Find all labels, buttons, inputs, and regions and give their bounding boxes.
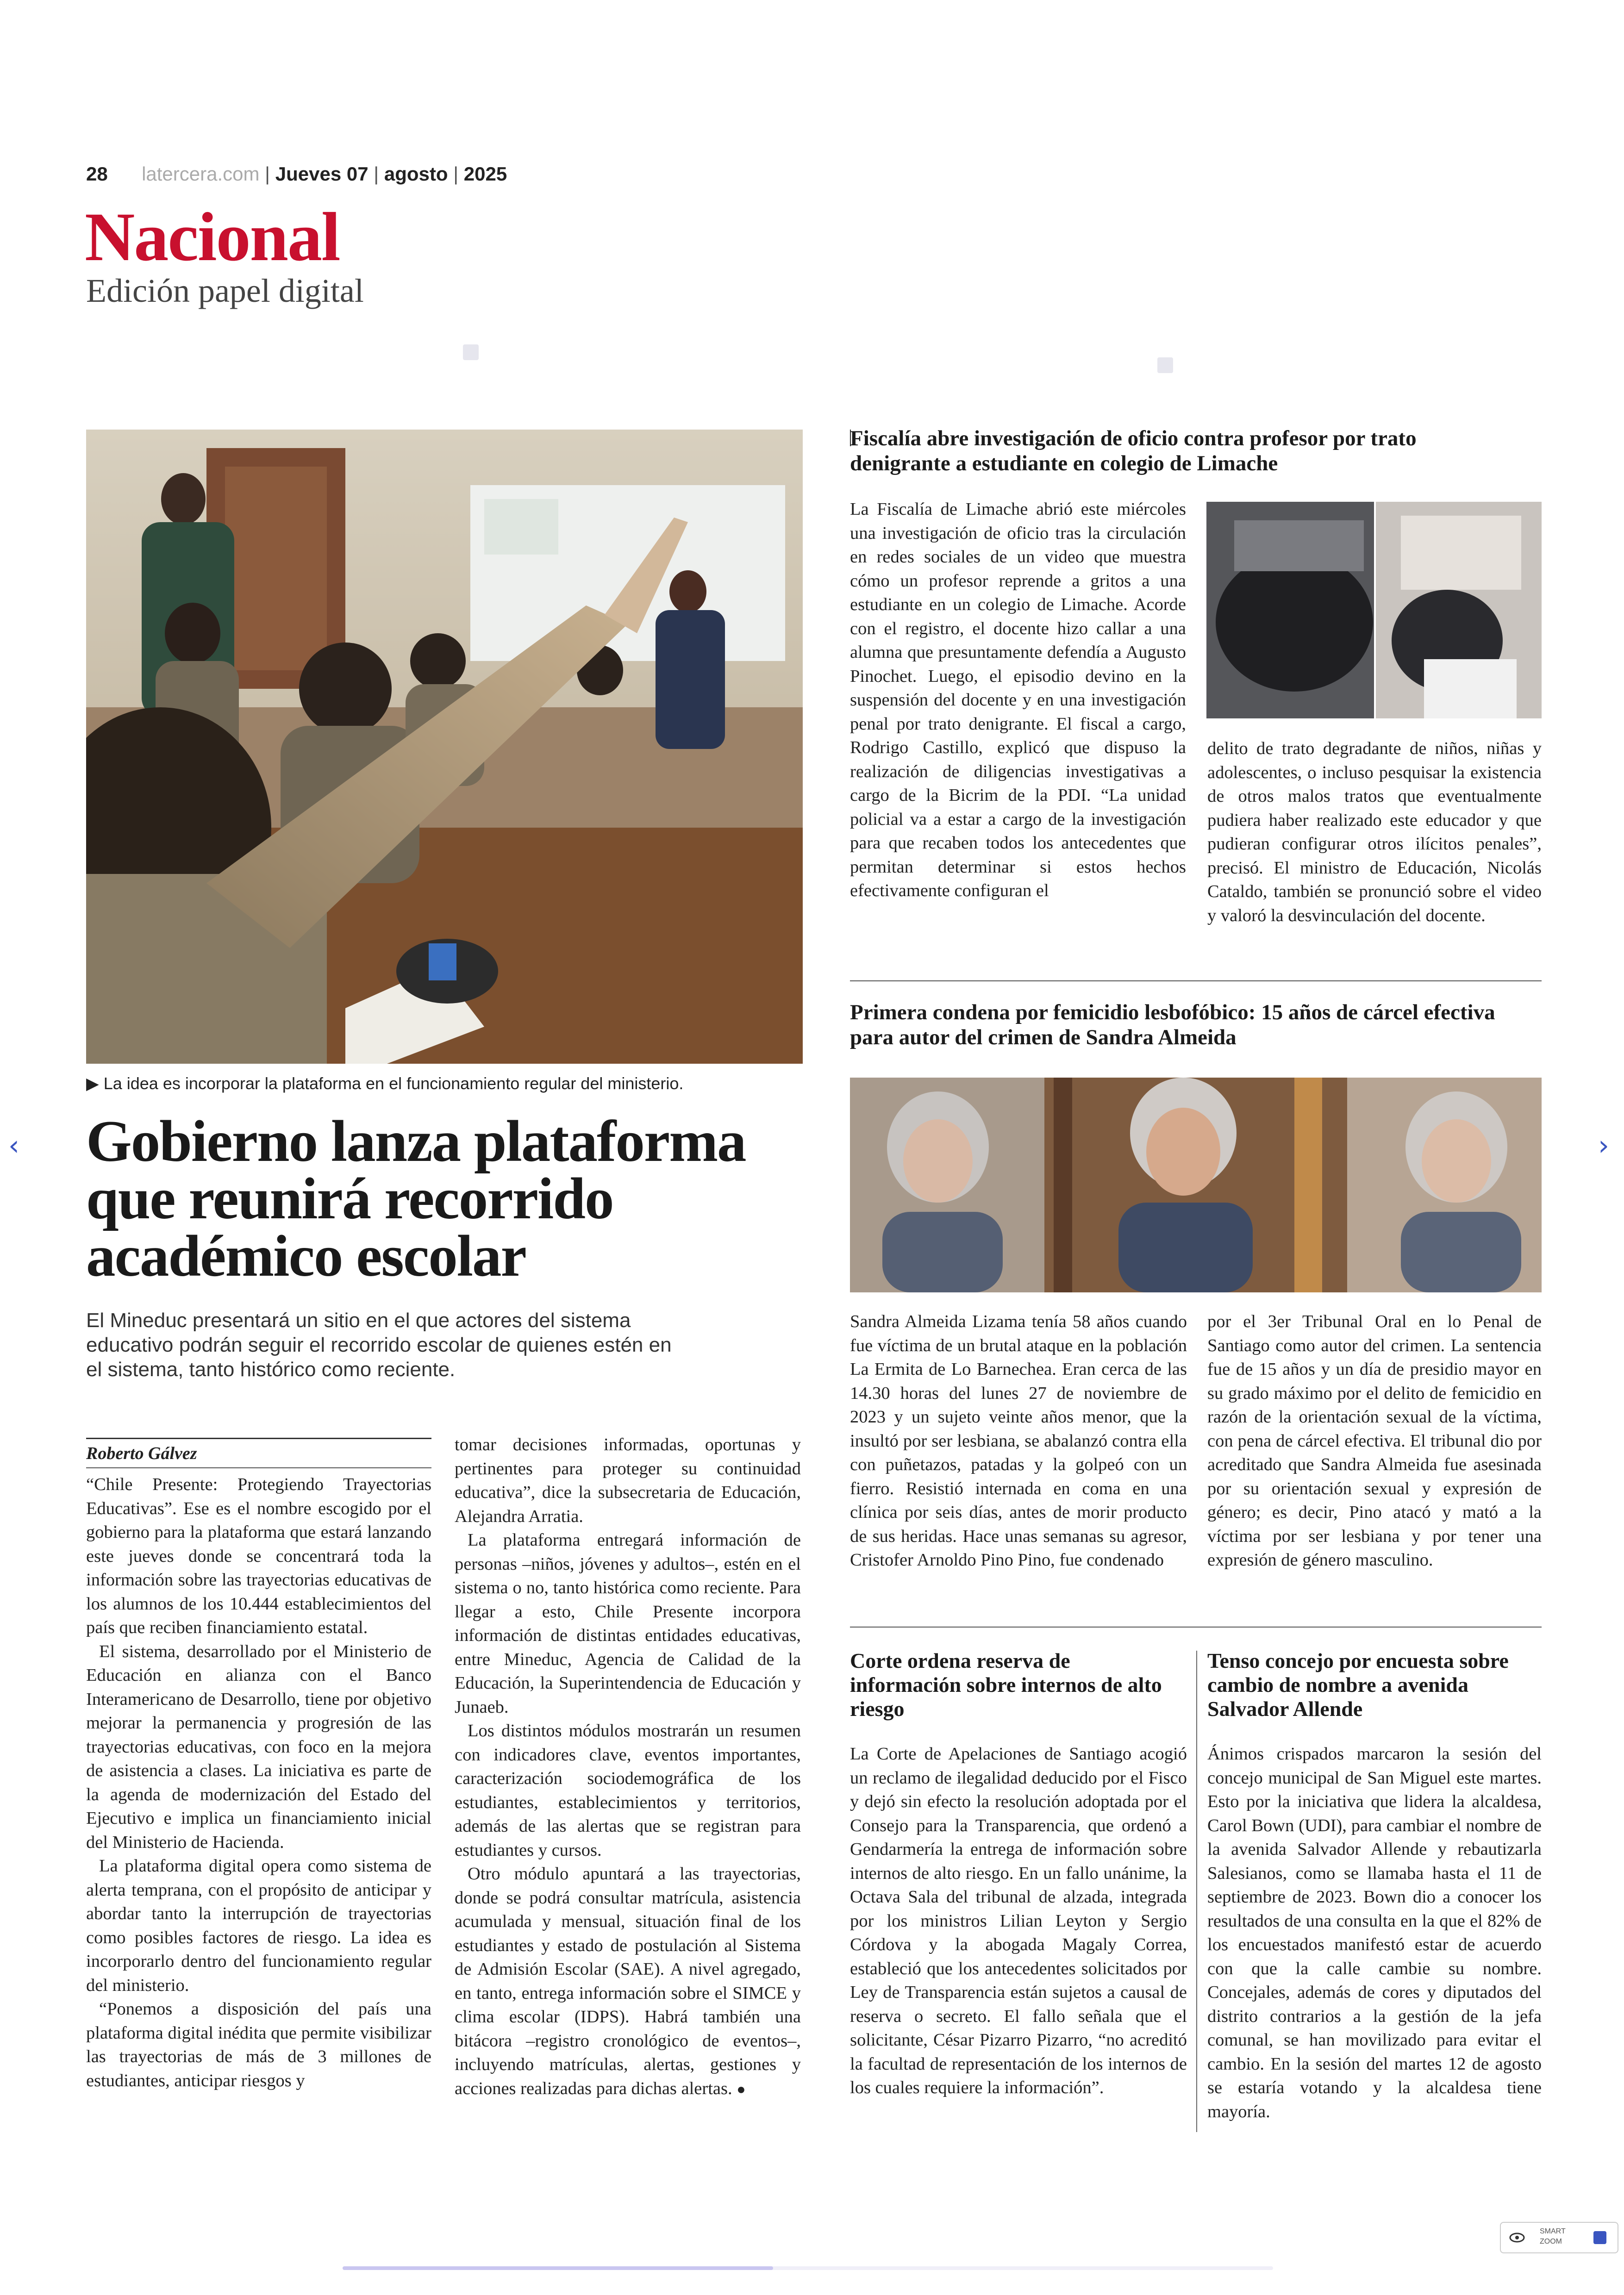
main-deck: El Mineduc presentará un sitio en el que actores del sistema educativo podrán seguir el recorrido escolar de quienes estén en el sistema, tanto histórico como reciente. — [86, 1309, 672, 1381]
main-headline: Gobierno lanza plataforma que reunirá recorrido académico escolar — [86, 1109, 746, 1289]
limache-video-photo — [1206, 502, 1542, 718]
issue-year: 2025 — [463, 163, 507, 185]
byline: Roberto Gálvez — [86, 1444, 197, 1463]
corte-body: La Corte de Apelaciones de Santiago acogió un reclamo de ilegalidad deducido por el Fisco y dejó sin efecto la resolución adoptada por el Consejo para la Transparencia, que ordenó a Gendarmería la entrega de información sobre internos de alto riesgo. En un fallo unánime, la Octava Sala del tribunal de alzada, integrada por los ministros Lilian Leyton y Sergio Córdova y la abogada Magaly Correa, estableció que los antecedentes solicitados por Ley de Transparencia están sujetos a causal de reserva o secreto. El fallo señala que el solicitante, César Pizarro Pizarro, “no acreditó la facultad de representación de los internos de los cuales requiere la información”. — [850, 1744, 1187, 2097]
almeida-col1: Sandra Almeida Lizama tenía 58 años cuando fue víctima de un brutal ataque en la población La Ermita de Lo Barnechea. Eran cerca de las 14.30 horas del lunes 27 de noviembre de 2023 y un sujeto veinte años menor, que la insultó por ser lesbiana, se abalanzó contra ella con puñetazos, patadas y la golpeó con un fierro. Resistió internada en coma en una clínica por seis días, antes de morir producto de sus heridas. Hace unas semanas su agresor, Cristofer Arnoldo Pino Pino, fue condenado — [850, 1312, 1187, 1570]
concejo-body: Ánimos crispados marcaron la sesión del concejo municipal de San Miguel este martes. Esto por la iniciativa que lidera la alcaldesa, Carol Bown (UDI), para cambiar el nombre de la avenida Salvador Allende y rebautizarla Salesianos, como se llamaba hasta el 11 de septiembre de 2023. Bown dio a conocer los resultados de una consulta en la que el 82% de los encuestados manifestó estar de acuerdo con que la calle cambie su nombre. Concejales, además de cores y diputados del distrito contrarios a la gestión de la jefa comunal, se han movilizado para evitar el cambio. En la sesión del martes 12 de agosto se estaría votando y la alcaldesa tiene mayoría. — [1207, 1744, 1542, 2121]
page-number: 28 — [86, 163, 108, 185]
prev-page-icon[interactable]: ‹ — [8, 1129, 19, 1162]
issue-day: Jueves 07 — [275, 163, 369, 185]
corte-headline: Corte ordena reserva de información sobre internos de alto riesgo — [850, 1649, 1162, 1721]
photo-caption: ▶ La idea es incorporar la plataforma en el funcionamiento regular del ministerio. — [86, 1074, 684, 1093]
end-mark-icon: ● — [737, 2080, 746, 2097]
caption-arrow-icon: ▶ — [86, 1074, 99, 1093]
eye-icon — [1509, 2232, 1525, 2243]
zoom-toggle-icon[interactable] — [1593, 2231, 1606, 2244]
paragraph: Los distintos módulos mostrarán un resumen con indicadores clave, eventos importantes, caracterización sociodemográfica de los estudiantes, establecimientos y territorios, además de las alertas que se registran para estudiantes y cursos. — [455, 1721, 801, 1860]
main-body-col1 — [86, 1473, 431, 2093]
almeida-headline: Primera condena por femicidio lesbofóbico: 15 años de cárcel efectiva para autor del crimen de Sandra Almeida — [850, 1000, 1495, 1049]
almeida-col2: por el 3er Tribunal Oral en lo Penal de Santiago como autor del crimen. La sentencia fue de 15 años y un día de presidio mayor en su grado máximo por el delito de femicidio en razón de la orientación sexual de la víctima, con pena de cárcel efectiva. El tribunal dio por acreditado que Sandra Almeida fue asesinada por su orientación sexual y expresión de género; es decir, Pino atacó y mató a la víctima por ser lesbiana y por tener una expresión de género masculino. — [1207, 1312, 1542, 1570]
paragraph: “Ponemos a disposición del país una plataforma digital inédita que permite visibilizar las trayectorias de más de 3 millones de estudiantes, anticipar riesgos y — [86, 1999, 431, 2090]
limache-col2: delito de trato degradante de niños, niñas y adolescentes, o incluso pesquisar la existencia de otros malos tratos que eventualmente pudiera haber realizado este educador y que pudieran configurar otros ilícitos penales”, precisó. El ministro de Educación, Nicolás Cataldo, también se pronunció sobre el video y valoró la desvinculación del docente. — [1207, 739, 1542, 925]
site-name: latercera.com — [142, 163, 260, 185]
section-rule — [850, 980, 1542, 981]
paragraph: La plataforma entregará información de personas –niños, jóvenes y adultos–, estén en el sistema o no, tanto histórica como reciente. Para llegar a esto, Chile Presente incorpora información de distintas entidades educativas, entre Mineduc, Agencia de Calidad de la Educación, la Superintendencia de Educación y Junaeb. — [455, 1530, 801, 1717]
edition-label: Edición papel digital — [86, 272, 364, 309]
main-body-col2 — [455, 1433, 801, 2101]
scroll-track[interactable] — [343, 2266, 1273, 2270]
byline-underline — [86, 1467, 431, 1468]
column-divider — [1196, 1651, 1197, 2132]
issue-month: agosto — [384, 163, 448, 185]
paragraph: El sistema, desarrollado por el Ministerio de Educación en alianza con el Banco Interamericano de Desarrollo, tiene por objetivo mejorar la permanencia y progresión de las trayectorias educativas, con foco en la mejora de asistencia a clases. La iniciativa es parte de la agenda de modernización del Estado del Ejecutivo e implica un financiamiento inicial del Ministerio de Hacienda. — [86, 1641, 431, 1852]
smart-zoom-label: SMART ZOOM — [1540, 2227, 1566, 2245]
paragraph: tomar decisiones informadas, oportunas y pertinentes para proteger su continuidad educativa”, dice la subsecretaria de Educación, Alejandra Arratia. — [455, 1435, 801, 1526]
folio-line: 28 latercera.com | Jueves 07 | agosto | 2025 — [86, 163, 507, 185]
paragraph: “Chile Presente: Protegiendo Trayectorias Educativas”. Ese es el nombre escogido por el gobierno para la plataforma que estará lanzando este jueves donde se concentrará toda la información sobre las trayectorias educativas de los alumnos de los 10.444 establecimientos del país que reciben financiamiento estatal. — [86, 1475, 431, 1637]
smart-zoom-control[interactable] — [1500, 2222, 1618, 2253]
paragraph: Otro módulo apuntará a las trayectorias, donde se podrá consultar matrícula, asistencia acumulada y mensual, situación final de los estudiantes y estado de postulación al Sistema de Admisión Escolar (SAE). A nivel agregado, en tanto, entrega información sobre el SIMCE y clima escolar (IDPS). Habrá también una bitácora –registro cronológico de eventos–, incluyendo matrículas, alertas, gestiones y acciones realizadas para dichas alertas. ● — [455, 1864, 801, 2098]
limache-headline: Fiscalía abre investigación de oficio contra profesor por trato denigrante a estudiante en colegio de Limache — [850, 426, 1417, 475]
byline-rule — [86, 1438, 431, 1439]
limache-col1: La Fiscalía de Limache abrió este miércoles una investigación de oficio tras la circulación en redes sociales de un video que muestra cómo un profesor reprende a gritos a una estudiante en un colegio de Limache. Acorde con el registro, el docente hizo callar a una alumna que presuntamente defendía a Augusto Pinochet. Luego, el episodio devino en la suspensión del docente y en una investigación penal por trato denigrante. El fiscal a cargo, Rodrigo Castillo, explicó que dispuso la realización de diligencias investigativas a cargo de la Bicrim de la PDI. “La unidad policial va a estar a cargo de la investigación para que recaben todos los antecedentes que permitan determinar si estos hechos efectivamente configuran el — [850, 499, 1186, 900]
section-title: Nacional — [85, 199, 340, 275]
classroom-photo — [86, 430, 803, 1064]
paragraph: La plataforma digital opera como sistema de alerta temprana, con el propósito de anticipar y abordar tanto la interrupción de trayectorias como posibles factores de riesgo. La idea es incorporarlo dentro del funcionamiento regular del ministerio. — [86, 1856, 431, 1995]
marker-icon — [463, 344, 479, 360]
sandra-almeida-photo — [850, 1078, 1542, 1292]
scroll-thumb[interactable] — [343, 2266, 773, 2270]
concejo-headline: Tenso concejo por encuesta sobre cambio de nombre a avenida Salvador Allende — [1207, 1649, 1509, 1721]
next-page-icon[interactable]: › — [1598, 1129, 1609, 1162]
section-rule — [850, 1627, 1542, 1628]
marker-icon — [1157, 357, 1173, 373]
